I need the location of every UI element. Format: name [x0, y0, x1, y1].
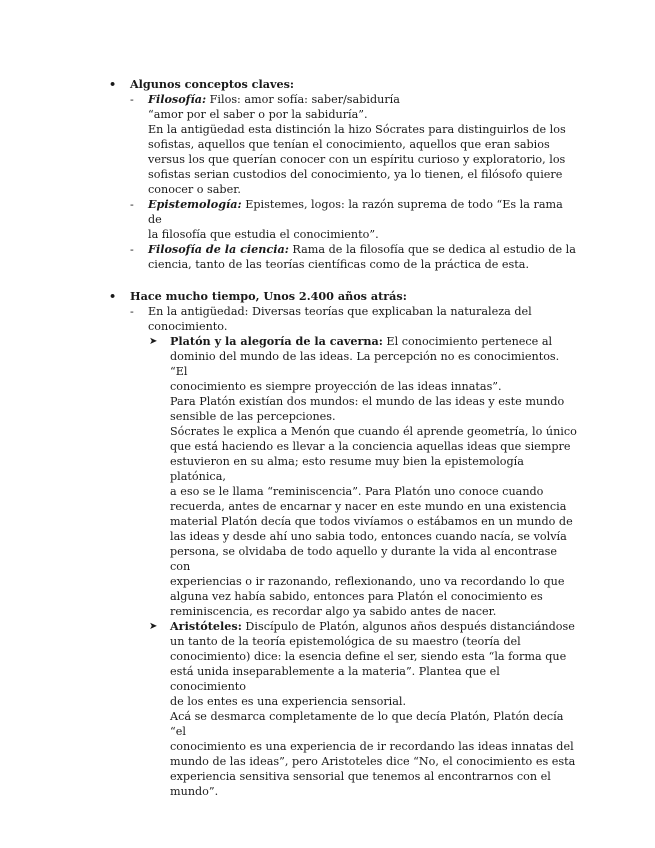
list-item-line	[148, 242, 578, 257]
list-item-line: conocimiento es siempre proyección de las ideas innatas”.	[170, 380, 502, 393]
term-label: Epistemología:	[148, 197, 242, 211]
term-text: Rama de la filosofía que se dedica al estudio de la	[288, 243, 576, 256]
bullet-icon: •	[109, 77, 117, 91]
list-item-line: sofistas serian custodios del conocimiento, ya lo tienen, el filósofo quiere	[148, 168, 563, 181]
list-item-line: conocimiento es una experiencia de ir recordando las ideas innatas del	[170, 740, 574, 753]
list-item-filosofia-ciencia	[108, 242, 578, 272]
list-item-line: sensible de las percepciones.	[170, 410, 336, 423]
list-item-line: mundo”.	[170, 785, 219, 798]
list-item-line: conocimiento.	[148, 320, 228, 333]
arrow-bullet-icon: ➤	[149, 336, 158, 347]
list-item-line: Para Platón existían dos mundos: el mundo de las ideas y este mundo	[170, 395, 565, 408]
list-item-epistemologia	[108, 197, 578, 242]
bullet-icon: •	[109, 289, 117, 303]
list-item-line: conocimiento) dice: la esencia define el ser, siendo esta “la forma que	[170, 650, 567, 663]
list-item-line: sofistas, aquellos que tenían el conocimiento, aquellos que eran sabios	[148, 138, 550, 151]
list-item-line: conocer o saber.	[148, 183, 241, 196]
section-heading: Hace mucho tiempo, Unos 2.400 años atrás:	[130, 289, 407, 303]
section-heading: Algunos conceptos claves:	[130, 77, 295, 91]
list-item-line: que está haciendo es llevar a la conciencia aquellas ideas que siempre	[170, 440, 571, 453]
subitem-title: Platón y la alegoría de la caverna:	[170, 334, 383, 348]
list-item-line: mundo de las ideas”, pero Aristoteles dice “No, el conocimiento es esta	[170, 755, 576, 768]
list-item-line: la filosofía que estudia el conocimiento”.	[148, 228, 379, 241]
list-item-line: En la antigüedad: Diversas teorías que explicaban la naturaleza del	[148, 305, 532, 318]
term-text: Filos: amor sofía: saber/sabiduría	[206, 93, 400, 106]
term-label: Filosofía de la ciencia:	[148, 242, 289, 256]
section-conceptos-claves	[108, 77, 578, 272]
list-item-line: persona, se olvidaba de todo aquello y durante la vida al encontrase con	[170, 545, 558, 573]
list-item-line	[170, 334, 578, 349]
subitem-title: Aristóteles:	[170, 619, 242, 633]
dash-icon: -	[130, 305, 134, 318]
dash-icon: -	[130, 243, 134, 256]
list-item-line: material Platón decía que todos vivíamos o estábamos en un mundo de	[170, 515, 573, 528]
subitem-text: El conocimiento pertenece al	[382, 335, 553, 348]
list-item-line: alguna vez había sabido, entonces para Platón el conocimiento es	[170, 590, 543, 603]
list-item-line: En la antigüedad esta distinción la hizo Sócrates para distinguirlos de los	[148, 123, 566, 136]
list-item-line: ciencia, tanto de las teorías científicas como de la práctica de esta.	[148, 258, 529, 271]
list-item-line: un tanto de la teoría epistemológica de su maestro (teoría del	[170, 635, 521, 648]
list-item-line	[148, 197, 578, 227]
list-item-line: versus los que querían conocer con un espíritu curioso y exploratorio, los	[148, 153, 566, 166]
list-item-line: está unida inseparablemente a la materia”. Plantea que el conocimiento	[170, 665, 500, 693]
list-item-line: a eso se le llama “reminiscencia”. Para Platón uno conoce cuando	[170, 485, 544, 498]
list-item-antiguedad	[108, 304, 578, 334]
list-item-platon	[108, 334, 578, 619]
section-historia	[108, 289, 578, 799]
term-text: Epistemes, logos: la razón suprema de todo “Es la rama de	[148, 198, 563, 226]
list-item-line: reminiscencia, es recordar algo ya sabido antes de nacer.	[170, 605, 497, 618]
arrow-bullet-icon: ➤	[149, 621, 158, 632]
list-item-line: estuvieron en su alma; esto resume muy bien la epistemología platónica,	[170, 455, 524, 483]
list-item-line	[170, 619, 578, 634]
section-heading-row	[108, 289, 578, 304]
term-label: Filosofía:	[148, 92, 207, 106]
subitem-text: Discípulo de Platón, algunos años después distanciándose	[241, 620, 575, 633]
list-item-line: experiencia sensitiva sensorial que tenemos al encontrarnos con el	[170, 770, 551, 783]
list-item-line: “amor por el saber o por la sabiduría”.	[148, 108, 368, 121]
list-item-line: de los entes es una experiencia sensorial.	[170, 695, 407, 708]
list-item-line: las ideas y desde ahí uno sabia todo, entonces cuando nacía, se volvía	[170, 530, 567, 543]
list-item-line: dominio del mundo de las ideas. La percepción no es conocimientos. “El	[170, 350, 560, 378]
list-item-aristoteles	[108, 619, 578, 799]
section-heading-row	[108, 77, 578, 92]
list-item-line	[148, 92, 578, 107]
dash-icon: -	[130, 198, 134, 211]
dash-icon: -	[130, 93, 134, 106]
list-item-line: experiencias o ir razonando, reflexionando, uno va recordando lo que	[170, 575, 565, 588]
list-item-line: Acá se desmarca completamente de lo que decía Platón, Platón decía “el	[170, 710, 564, 738]
list-item-line: Sócrates le explica a Menón que cuando él aprende geometría, lo único	[170, 425, 577, 438]
list-item-line: recuerda, antes de encarnar y nacer en este mundo en una existencia	[170, 500, 567, 513]
list-item-filosofia	[108, 92, 578, 197]
